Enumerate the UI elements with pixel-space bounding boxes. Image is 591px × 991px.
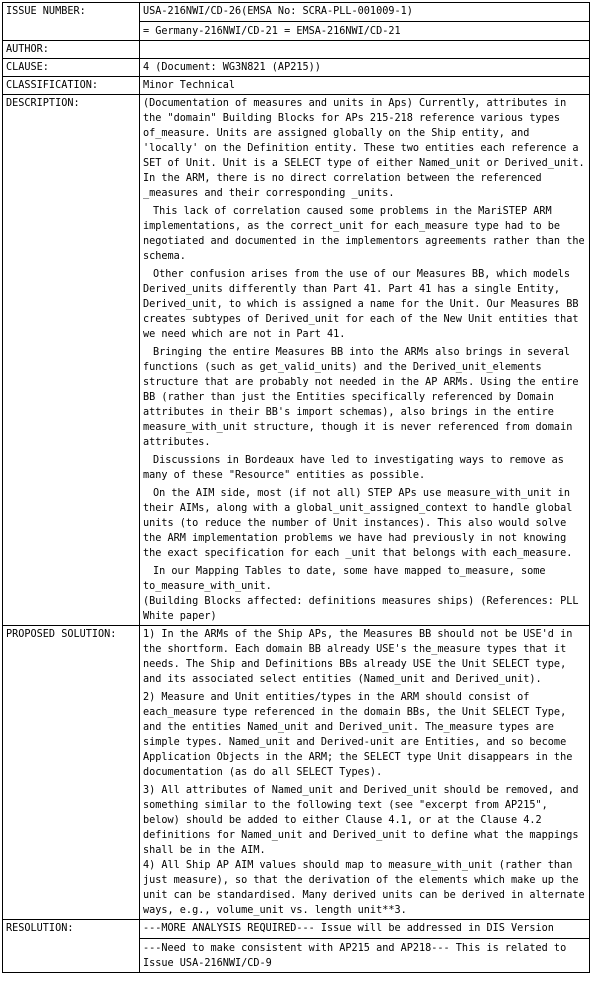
description-paragraph: In our Mapping Tables to date, some have mapped to_measure, some to_measure_with_unit. bbox=[143, 566, 546, 592]
resolution-line1: ---MORE ANALYSIS REQUIRED--- Issue will be addressed in DIS Version bbox=[143, 923, 554, 934]
description-paragraph: On the AIM side, most (if not all) STEP APs use measure_with_unit in their AIMs, along with a global_unit_assigned_context to handle global units (to reduce the number of Unit instances). This also would solve the ARM implementation problems we have had previously in not knowing the exact specification for each _unit that belongs with each_measure. bbox=[143, 488, 573, 559]
description-paragraph: Other confusion arises from the use of our Measures BB, which models Derived_units differently than Part 41. Part 41 has a single Entity, Derived_unit, to which is assigned a name for the Unit. Our Measures BB creates subtypes of Derived_unit for each of the New Unit entities that we need which are not in Part 41. bbox=[143, 269, 579, 340]
description-label: DESCRIPTION: bbox=[3, 95, 140, 626]
classification-row bbox=[3, 77, 590, 95]
clause-value: 4 (Document: WG3N821 (AP215)) bbox=[140, 59, 590, 77]
resolution-value bbox=[140, 920, 590, 973]
author-value bbox=[140, 41, 590, 59]
classification-label: CLASSIFICATION: bbox=[3, 77, 140, 95]
issue-number-row bbox=[3, 3, 590, 41]
issue-number-line2: = Germany-216NWI/CD-21 = EMSA-216NWI/CD-21 bbox=[140, 21, 589, 39]
description-value bbox=[140, 95, 590, 626]
description-paragraph: This lack of correlation caused some problems in the MariSTEP ARM implementations, as the correct_unit for each_measure type had to be negotiated and documented in the implementors agreements rather than the schema. bbox=[143, 206, 585, 262]
resolution-label: RESOLUTION: bbox=[3, 920, 140, 973]
clause-label: CLAUSE: bbox=[3, 59, 140, 77]
issue-number-label: ISSUE NUMBER: bbox=[3, 3, 140, 41]
solution-item: 1) In the ARMs of the Ship APs, the Measures BB should not be USE'd in the shortform. Each domain BB already USE's the_measure types that it needs. The Ship and Definitions BBs already USE the Unit SELECT type, and its associated select entities (Named_unit and Derived_unit). bbox=[143, 629, 573, 685]
proposed-solution-row bbox=[3, 626, 590, 920]
proposed-solution-label: PROPOSED SOLUTION: bbox=[3, 626, 140, 920]
description-paragraph: Discussions in Bordeaux have led to investigating ways to remove as many of these "Resource" entities as possible. bbox=[143, 455, 564, 481]
description-paragraph: (Documentation of measures and units in Aps) Currently, attributes in the "domain" Building Blocks for APs 215-218 reference various types of_measure. Units are assigned globally on the Ship entity, and 'locally' on the Definition entity. These two entities each reference a SET of Unit. Unit is a SELECT type of either Named_unit or Derived_unit. In the ARM, there is no direct correlation between the referenced _measures and their corresponding _units. bbox=[143, 98, 585, 199]
issue-number-line1: USA-216NWI/CD-26(EMSA No: SCRA-PLL-001009-1) bbox=[143, 6, 413, 17]
author-row bbox=[3, 41, 590, 59]
issue-table bbox=[2, 2, 590, 973]
description-references: (Building Blocks affected: definitions measures ships) (References: PLL White paper) bbox=[143, 596, 579, 622]
solution-item: 4) All Ship AP AIM values should map to measure_with_unit (rather than just measure), so that the derivation of the elements which make up the unit can be standardised. Many derived units can be derived in alternate ways, e.g., volume_unit vs. length unit**3. bbox=[143, 860, 585, 916]
author-label: AUTHOR: bbox=[3, 41, 140, 59]
solution-item: 3) All attributes of Named_unit and Derived_unit should be removed, and something similar to the following text (see "excerpt from AP215", below) should be added to either Clause 4.1, or at the Clause 4.2 definitions for Named_unit and Derived_unit to define what the mappings shall be in the AIM. bbox=[143, 785, 579, 856]
proposed-solution-value bbox=[140, 626, 590, 920]
issue-number-value bbox=[140, 3, 590, 41]
solution-item: 2) Measure and Unit entities/types in the ARM should consist of each_measure type referenced in the domain BBs, the Unit SELECT Type, and the entities Named_unit and Derived_unit. The_measure types are simple types. Named_unit and Derived-unit are Entities, and so become Application Objects in the ARM; the SELECT type Unit disappears in the documentation (as do all SELECT Types). bbox=[143, 692, 573, 778]
classification-value: Minor Technical bbox=[140, 77, 590, 95]
clause-row bbox=[3, 59, 590, 77]
description-row bbox=[3, 95, 590, 626]
resolution-line2: ---Need to make consistent with AP215 and AP218--- This is related to Issue USA-216NWI/CD-9 bbox=[140, 938, 589, 971]
resolution-row bbox=[3, 920, 590, 973]
description-paragraph: Bringing the entire Measures BB into the ARMs also brings in several functions (such as get_valid_units) and the Derived_unit_elements structure that are probably not needed in the AP ARMs. Using the entire BB (rather than just the Entities specifically referenced by Domain attributes in their BB's import schemas), also brings in the entire measure_with_unit structure, though it is never referenced from domain attributes. bbox=[143, 347, 579, 448]
